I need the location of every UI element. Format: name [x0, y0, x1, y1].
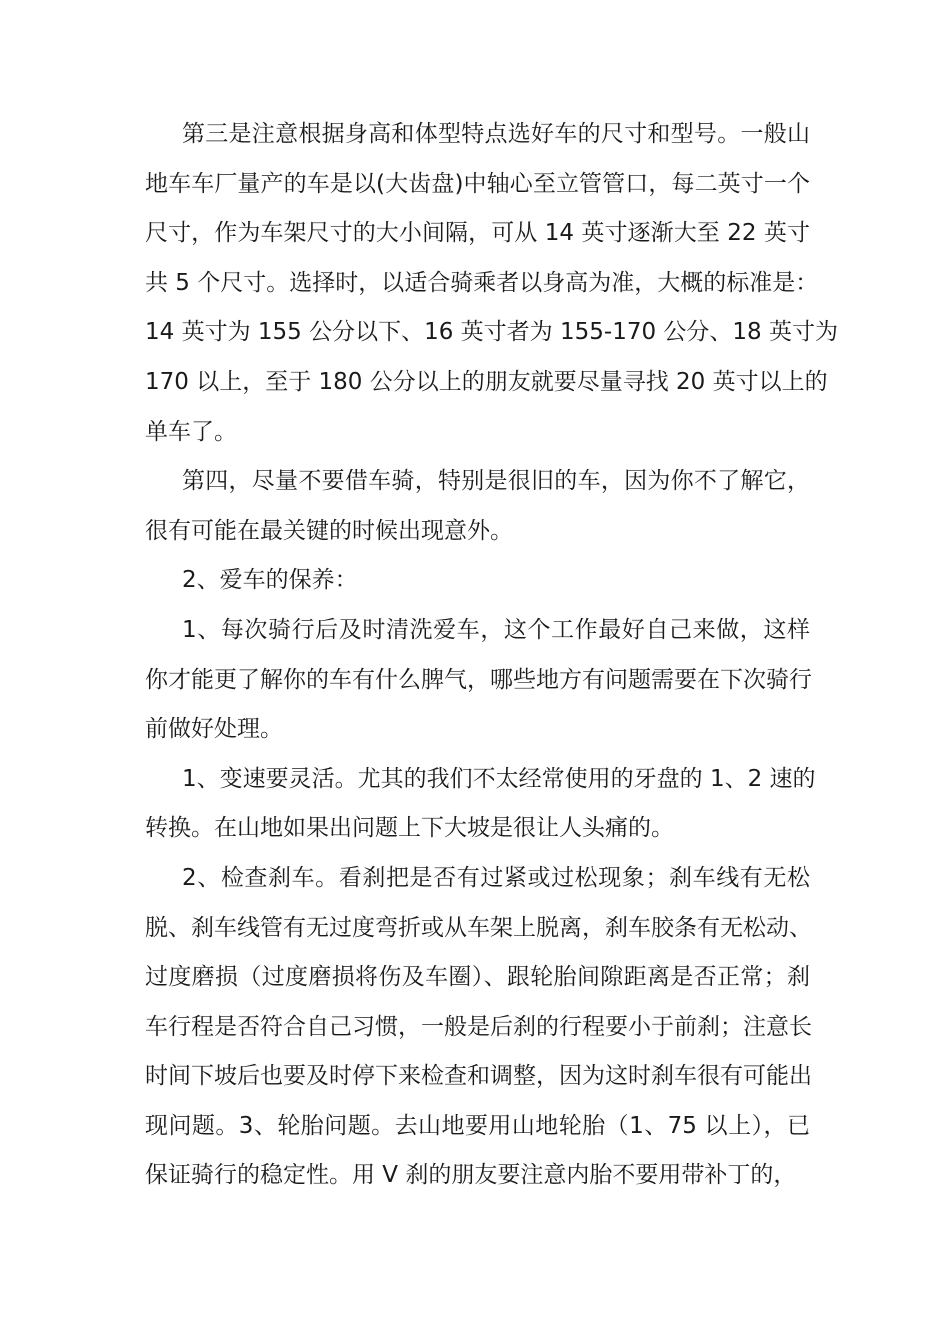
- text-line: 170 以上，至于 180 公分以上的朋友就要尽量寻找 20 英寸以上的: [145, 368, 828, 395]
- document-body: [145, 110, 838, 1201]
- text-line: 转换。在山地如果出问题上下大坡是很让人头痛的。: [145, 815, 674, 842]
- text-line: 前做好处理。: [145, 716, 283, 743]
- text-line: 现问题。3、轮胎问题。去山地要用山地轮胎（1、75 以上），已: [145, 1112, 810, 1139]
- text-line: 14 英寸为 155 公分以下、16 英寸者为 155-170 公分、18 英寸为: [145, 319, 838, 346]
- text-line: 共 5 个尺寸。选择时，以适合骑乘者以身高为准，大概的标准是：: [145, 269, 819, 296]
- text-line: 你才能更了解你的车有什么脾气，哪些地方有问题需要在下次骑行: [145, 666, 812, 693]
- text-line: 第三是注意根据身高和体型特点选好车的尺寸和型号。一般山: [182, 121, 810, 147]
- text-line: 时间下坡后也要及时停下来检查和调整，因为这时刹车很有可能出: [145, 1063, 812, 1090]
- text-line: 1、每次骑行后及时清洗爱车，这个工作最好自己来做，这样: [182, 616, 810, 643]
- text-line: 单车了。: [145, 418, 237, 445]
- text-line: 脱、刹车线管有无过度弯折或从车架上脱离，刹车胶条有无松动、: [145, 914, 812, 941]
- text-line: 车行程是否符合自己习惯，一般是后刹的行程要小于前刹；注意长: [145, 1013, 812, 1040]
- text-line: 第四，尽量不要借车骑，特别是很旧的车，因为你不了解它，: [182, 468, 810, 495]
- text-line: 过度磨损（过度磨损将伤及车圈）、跟轮胎间隙距离是否正常；刹: [145, 964, 810, 991]
- text-line: 很有可能在最关键的时候出现意外。: [145, 517, 513, 544]
- text-line: 2、爱车的保养：: [182, 567, 358, 594]
- text-line: 保证骑行的稳定性。用 V 刹的朋友要注意内胎不要用带补丁的，: [145, 1162, 797, 1189]
- text-line: 2、检查刹车。看刹把是否有过紧或过松现象；刹车线有无松: [182, 864, 810, 891]
- text-line: 尺寸，作为车架尺寸的大小间隔，可从 14 英寸逐渐大至 22 英寸: [145, 220, 810, 247]
- text-line: 地车车厂量产的车是以(大齿盘)中轴心至立管管口，每二英寸一个: [145, 170, 810, 197]
- text-line: 1、变速要灵活。尤其的我们不太经常使用的牙盘的 1、2 速的: [182, 765, 816, 792]
